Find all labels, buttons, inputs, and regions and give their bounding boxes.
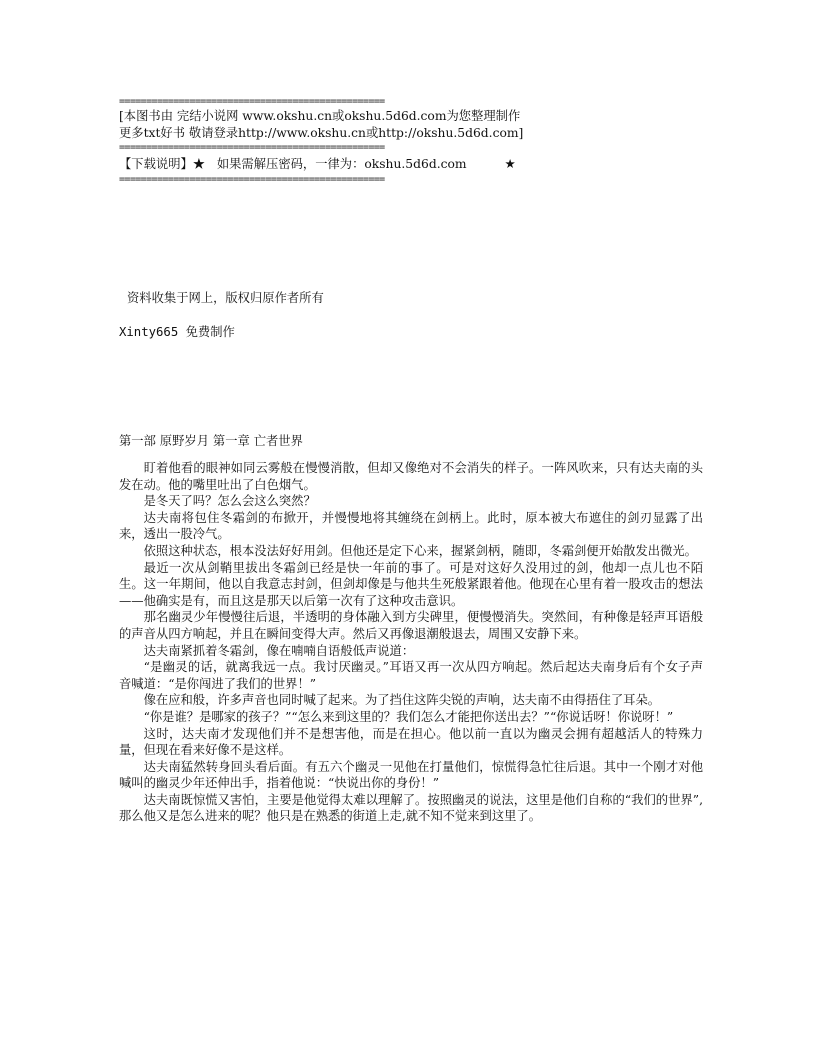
paragraph: 盯着他看的眼神如同云雾般在慢慢消散，但却又像绝对不会消失的样子。一阵风吹来，只有达夫南的头发在动。他的嘴里吐出了白色烟气。 [119, 461, 703, 492]
paragraph: “是幽灵的话，就离我远一点。我讨厌幽灵。”耳语又再一次从四方响起。然后起达夫南身后有个女子声音喊道：“是你闯进了我们的世界！” [119, 660, 703, 691]
header-line-1: [本图书由 完结小说网 www.okshu.cn或okshu.5d6d.com为您整理制作 [119, 109, 521, 123]
paragraph: 达夫南紧抓着冬霜剑，像在喃喃自语般低声说道： [143, 643, 415, 658]
paragraph: 那名幽灵少年慢慢往后退，半透明的身体融入到方尖碑里，便慢慢消失。突然间，有种像是轻声耳语般的声音从四方响起，并且在瞬间变得大声。然后又再像退潮般退去，周围又安静下来。 [119, 610, 703, 641]
paragraph: 达夫南既惊慌又害怕，主要是他觉得太难以理解了。按照幽灵的说法，这里是他们自称的“我们的世界”,那么他又是怎么进来的呢？他只是在熟悉的街道上走,就不知不觉来到这里了。 [119, 792, 703, 824]
download-label: 【下载说明】★ [119, 157, 206, 171]
paragraph: 这时，达夫南才发现他们并不是想害他，而是在担心。他以前一直以为幽灵会拥有超越活人的特殊力量，但现在看来好像不是这样。 [119, 726, 703, 758]
separator-line: ================================================= [119, 96, 385, 107]
star-icon: ★ [504, 157, 516, 171]
paragraph: 达夫南将包住冬霜剑的布掀开，并慢慢地将其缠绕在剑柄上。此时，原本被大布遮住的剑刃显露了出来，透出一股冷气。 [119, 510, 703, 542]
paragraph: 达夫南猛然转身回头看后面。有五六个幽灵一见他在打量他们，惊慌得急忙往后退。其中一个刚才对他喊叫的幽灵少年还伸出手，指着他说：“快说出你的身份！” [119, 759, 703, 791]
paragraph: 像在应和般，许多声音也同时喊了起来。为了挡住这阵尖锐的声响，达夫南不由得捂住了耳朵。 [143, 693, 661, 708]
paragraph: “你是谁？是哪家的孩子？”“怎么来到这里的？我们怎么才能把你送出去？”“你说话呀！你说呀！” [143, 709, 674, 724]
chapter-title: 第一部 原野岁月 第一章 亡者世界 [119, 434, 303, 448]
header-line-2: 更多txt好书 敬请登录http://www.okshu.cn或http://okshu.5d6d.com] [119, 126, 524, 140]
separator-line: ================================================= [119, 174, 385, 185]
paragraph: 依照这种状态，根本没法好好用剑。但他还是定下心来，握紧剑柄，随即，冬霜剑便开始散发出微光。 [143, 543, 697, 558]
paragraph: 是冬天了吗？怎么会这么突然？ [143, 494, 316, 509]
separator-line: ================================================= [119, 142, 385, 153]
copyright-note: 资料收集于网上，版权归原作者所有 [127, 291, 324, 305]
download-text: 如果需解压密码，一律为：okshu.5d6d.com [216, 157, 467, 171]
download-note [119, 154, 703, 174]
paragraph: 最近一次从剑鞘里拔出冬霜剑已经是快一年前的事了。可是对这好久没用过的剑，他却一点儿也不陌生。这一年期间，他以自我意志封剑，但剑却像是与他共生死般紧跟着他。他现在心里有着一股攻击的想法——他确实是有，而且这是那天以后第一次有了这种攻击意识。 [119, 560, 703, 608]
document-page [119, 96, 703, 825]
credit-line: Xinty665 免费制作 [119, 325, 235, 339]
